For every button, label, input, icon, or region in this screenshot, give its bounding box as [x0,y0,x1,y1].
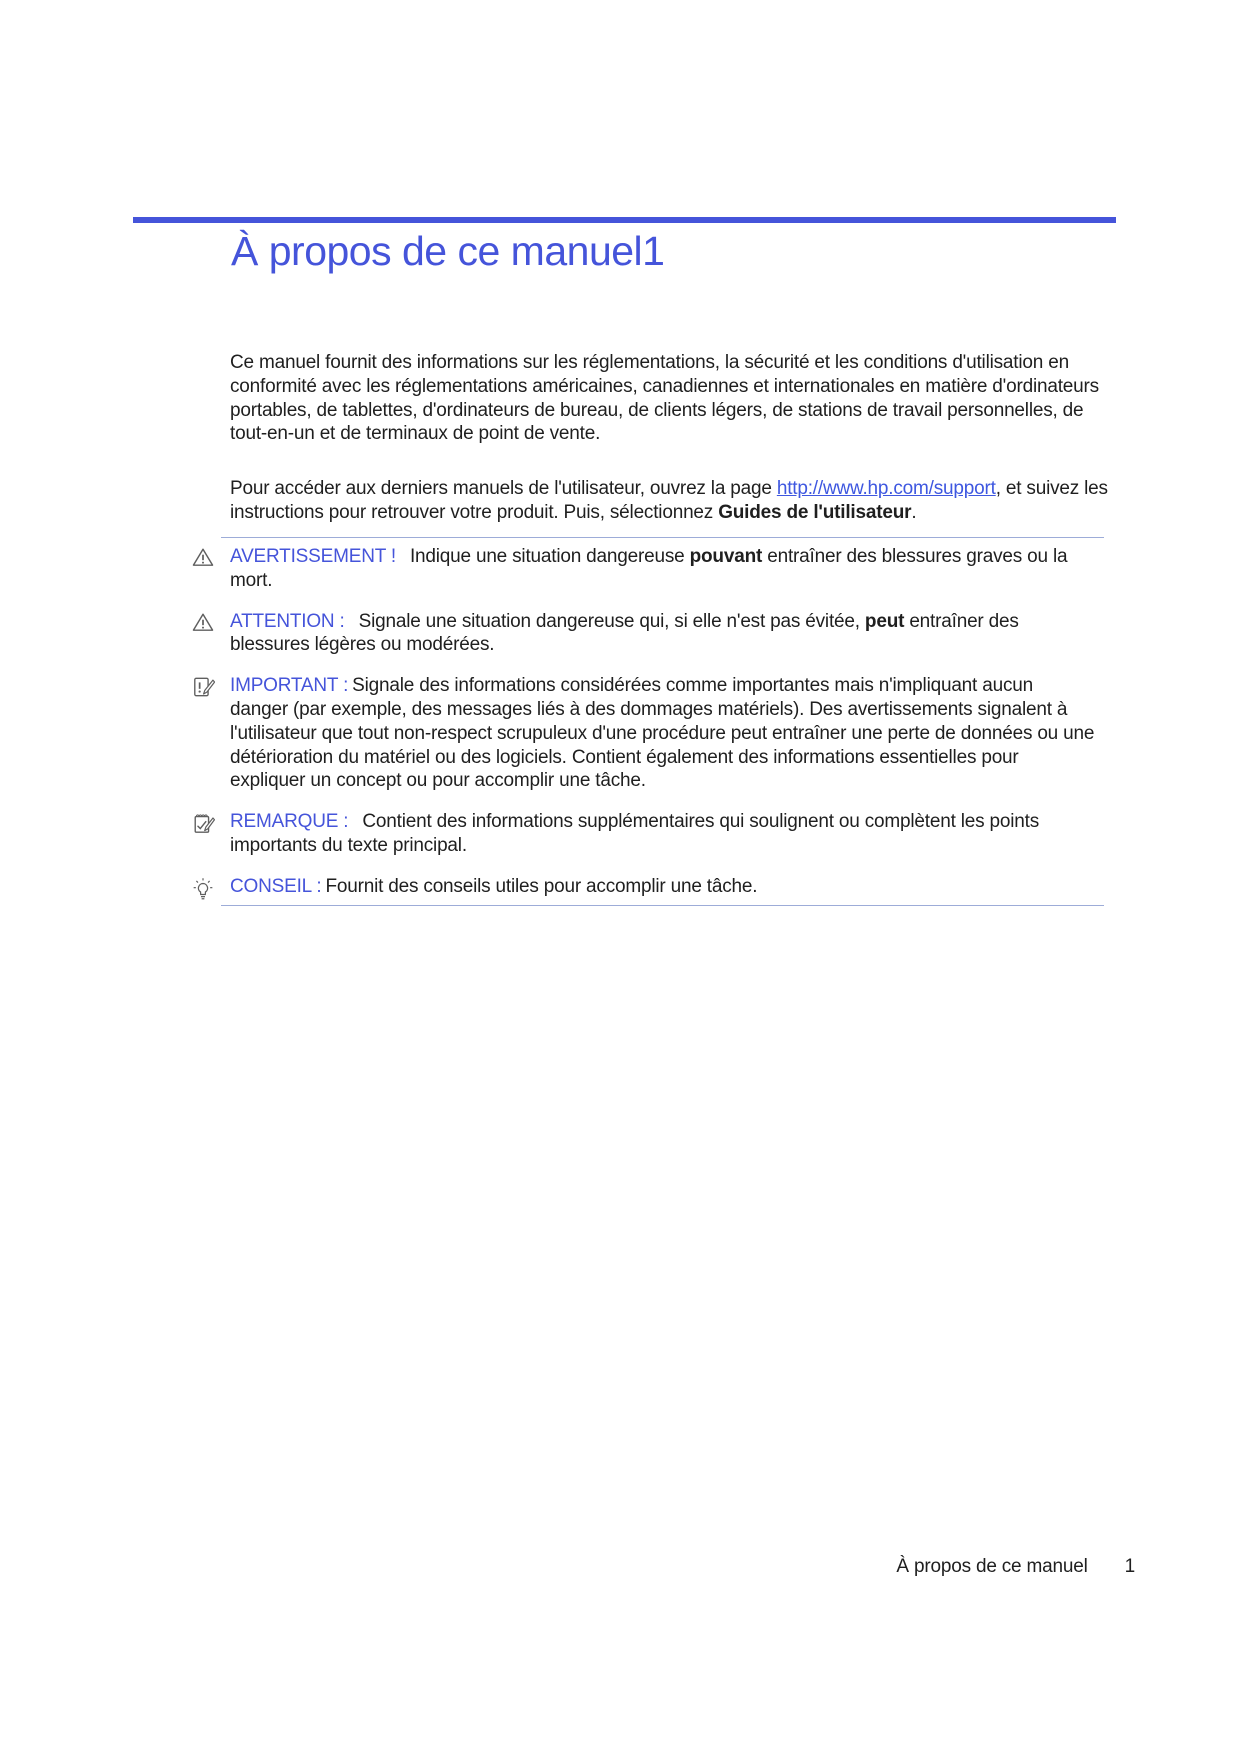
notice [221,545,1095,593]
warning-icon [192,547,216,571]
text-run: Signale une situation dangereuse qui, si elle n'est pas évitée, [358,610,865,632]
chapter-title: À propos de ce manuel1 [231,228,665,274]
paragraph [230,351,1114,446]
notice-label: AVERTISSEMENT ! [230,546,396,567]
tip-icon [192,877,216,901]
text-run: , et suivez les instructions pour retrouver votre produit. Puis, sélectionnez [230,478,1108,523]
paragraph [230,477,1114,525]
bold-text: pouvant [689,546,763,567]
page-footer [896,1556,1135,1578]
text-run: Fournit des conseils utiles pour accomplir une tâche. [325,875,758,897]
note-icon [192,812,216,836]
chapter-title-rule [133,217,1116,223]
intro-paragraphs [230,351,1114,525]
text-run: Contient des informations supplémentaires qui soulignent ou complètent les points importants du texte principal. [230,811,1040,856]
footer-page-number: 1 [1124,1556,1135,1577]
notice [221,674,1095,793]
text-run: entraîner des blessures légères ou modérées. [230,610,1019,656]
notice-label: REMARQUE : [230,811,349,833]
text-run: Ce manuel fournit des informations sur les réglementations, la sécurité et les conditions d'utilisation en conformité avec les réglementations américaines, canadiennes et internationales en matière d'ordinateurs portables, de tablettes, d'ordinateurs de bureau, de clients légers, de stations de travail personnelles, de tout-en-un et de terminaux de point de vente. [230,352,1099,445]
important-icon [192,676,216,700]
text-run: . [911,501,917,523]
notice-label: IMPORTANT : [230,675,349,697]
warning-icon [192,612,216,636]
notice [221,810,1095,858]
notices-section [221,537,1104,906]
bold-text: Guides de l'utilisateur [718,501,912,523]
text-run: Signale des informations considérées comme importantes mais n'impliquant aucun danger (par exemple, des messages liés à des dommages matériels). Des avertissements signalent à l'utilisateur que tout non-respect scrupuleux d'une procédure peut entraîner une perte de données ou une détérioration du matériel ou des logiciels. Contient également des informations essentielles pour expliquer un concept ou pour accomplir une tâche. [230,675,1095,792]
text-run: Pour accéder aux derniers manuels de l'utilisateur, ouvrez la page [230,478,777,500]
support-link[interactable]: http://www.hp.com/support [776,478,996,500]
text-run: Indique une situation dangereuse [409,546,690,567]
text-run: entraîner des blessures graves ou la mort. [230,546,1068,591]
notice [221,875,1095,899]
footer-chapter-label: À propos de ce manuel [896,1556,1088,1577]
notice-label: ATTENTION : [230,610,345,632]
notice [221,610,1095,658]
bold-text: peut [864,610,905,632]
notice-label: CONSEIL : [230,875,322,897]
